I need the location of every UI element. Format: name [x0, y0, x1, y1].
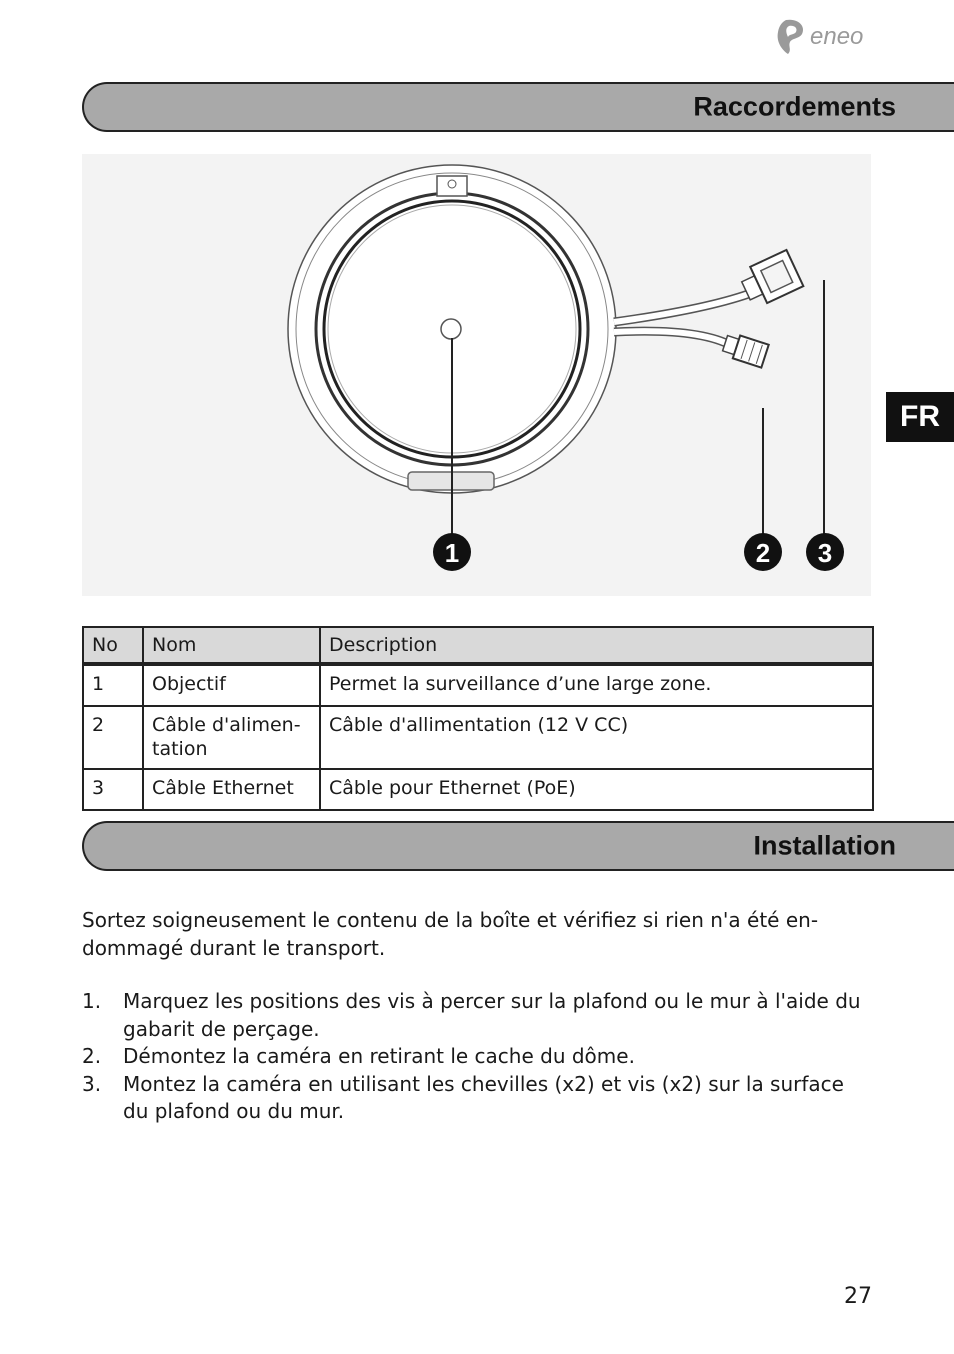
table-row — [83, 664, 873, 706]
installation-steps — [82, 988, 872, 1126]
section-title-installation: Installation — [753, 830, 896, 861]
lens-icon — [441, 319, 461, 339]
row-name: Câble d'alimen- tation — [143, 706, 320, 769]
camera-diagram — [82, 154, 871, 596]
page-number: 27 — [844, 1284, 872, 1309]
table-header-row — [83, 627, 873, 664]
step-number: 3. — [82, 1071, 102, 1096]
row-no: 3 — [83, 769, 143, 810]
list-item — [82, 1071, 872, 1126]
list-item — [82, 988, 872, 1043]
power-connector-icon — [721, 332, 768, 368]
step-text: Démontez la caméra en retirant le cache du dôme. — [123, 1044, 635, 1068]
row-description: Câble d'allimentation (12 V CC) — [320, 706, 873, 769]
row-name: Objectif — [143, 664, 320, 706]
row-no: 1 — [83, 664, 143, 706]
row-no: 2 — [83, 706, 143, 769]
step-number: 1. — [82, 989, 102, 1013]
header-description: Description — [320, 627, 873, 664]
installation-intro: Sortez soigneusement le contenu de la boîte et vérifiez si rien n'a été en- dommagé durant le transport. — [82, 908, 819, 960]
callout-number-2: 2 — [755, 538, 771, 568]
table-row — [83, 769, 873, 810]
section-bar-connections — [82, 82, 954, 132]
list-item — [82, 1043, 872, 1071]
step-text: Marquez les positions des vis à percer sur la plafond ou le mur à l'aide du gabarit de perçage. — [123, 989, 861, 1041]
language-tab: FR — [886, 392, 954, 442]
table-row — [83, 706, 873, 769]
step-text: Montez la caméra en utilisant les chevilles (x2) et vis (x2) sur la surface du plafond ou du mur. — [123, 1071, 844, 1123]
ethernet-connector-icon — [738, 250, 804, 309]
eneo-logo — [772, 16, 882, 58]
logo-wordmark: eneo — [810, 23, 864, 50]
callout-number-3: 3 — [817, 538, 833, 568]
row-description: Permet la surveillance d’une large zone. — [320, 664, 873, 706]
section-title-connections: Raccordements — [693, 91, 896, 122]
row-name: Câble Ethernet — [143, 769, 320, 810]
parts-table — [82, 626, 874, 811]
callout-number-1: 1 — [444, 538, 460, 568]
section-bar-installation — [82, 821, 954, 871]
header-no: No — [83, 627, 143, 664]
header-name: Nom — [143, 627, 320, 664]
row-description: Câble pour Ethernet (PoE) — [320, 769, 873, 810]
step-number: 2. — [82, 1044, 102, 1068]
